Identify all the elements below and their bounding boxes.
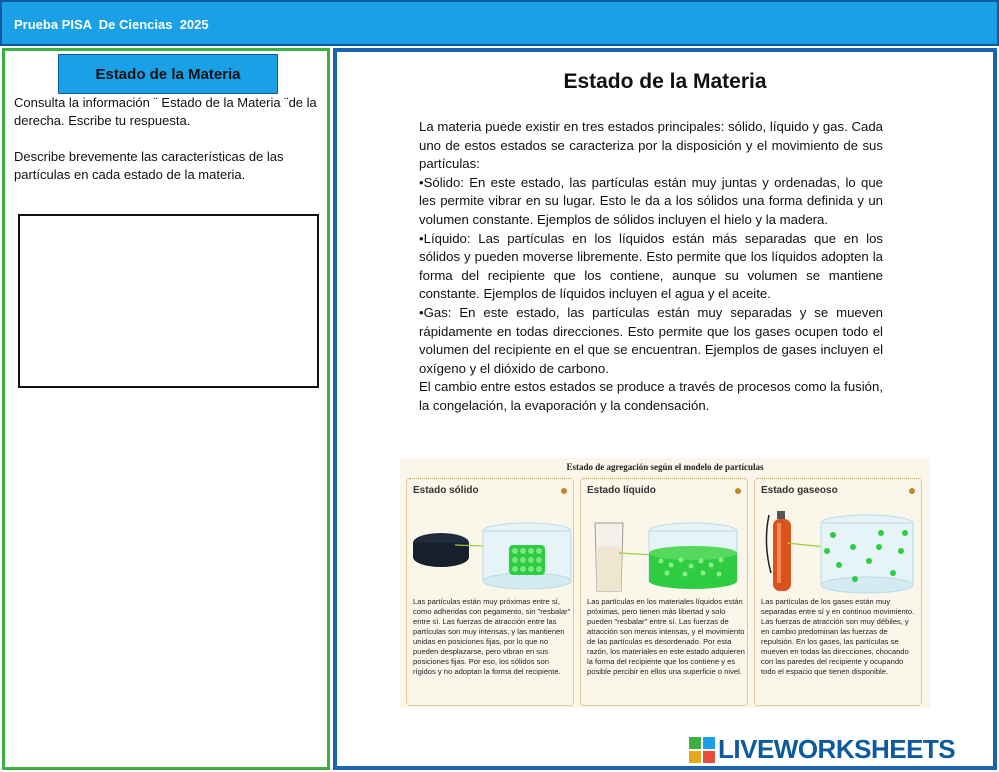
figure-column-liquid — [580, 478, 748, 706]
figure-title: Estado de agregación según el modelo de partículas — [566, 462, 764, 472]
paragraph-solid: •Sólido: En este estado, las partículas están muy juntas y ordenadas, lo que les permite vibrar en su lugar. Esto le da a los sólidos una forma definida y un volumen constante. Ejemplos de sólidos incluyen el hielo y la madera. — [419, 174, 883, 227]
instructions — [14, 94, 324, 202]
figure-text-liquid: Las partículas en los materiales líquidos están próximas, pero tienen más libertad y solo pueden "resbalar" entre sí. Las fuerzas de atracción son menos intensas, y el movimiento de las partículas es desordenado. Por esta razón, los materiales en este estado adquieren la forma del recipiente que los contiene y es posible percibir en ellos una superficie o nivel. — [587, 597, 745, 676]
instruction-consult: Consulta la información ¨ Estado de la Materia ¨de la derecha. Escribe tu respuesta. — [14, 95, 317, 128]
paragraph-changes: El cambio entre estos estados se produce a través de procesos como la fusión, la congelación, la evaporación y la condensación. — [419, 379, 884, 413]
answer-input[interactable] — [18, 214, 319, 388]
figure-label-gas: Estado gaseoso — [761, 485, 838, 496]
figure-text-solid: Las partículas están muy próximas entre sí, como adheridas con pegamento, sin "resbalar" entre sí. Las fuerzas de atracción entre las partículas son muy intensas, y las mantienen unidas en posiciones fijas, por lo que no pueden desplazarse, pero vibran en sus posiciones fijas. Por eso, los sólidos son rígidos y no adoptan la forma del recipiente. — [413, 597, 571, 676]
solid-illustration-icon — [407, 503, 575, 595]
bullet-dot-icon — [909, 488, 915, 494]
paragraph-liquid: •Líquido: Las partículas en los líquidos están más separadas que en los sólidos y pueden moverse libremente. Esto permite que los líquidos adopten la forma del recipiente que los contiene, aunque su volumen se mantiene constante. Ejemplos de líquidos incluyen el agua y el aceite. — [419, 230, 883, 302]
instruction-describe: Describe brevemente las características de las partículas en cada estado de la materia. — [14, 149, 284, 182]
figure-column-solid — [406, 478, 574, 706]
bullet-dot-icon — [561, 488, 567, 494]
figure-label-liquid: Estado líquido — [587, 485, 656, 496]
reading-panel — [333, 48, 997, 770]
bullet-dot-icon — [735, 488, 741, 494]
question-panel — [2, 48, 330, 770]
topic-title-button[interactable]: Estado de la Materia — [58, 54, 278, 94]
reading-title: Estado de la Materia — [563, 70, 767, 93]
liveworksheets-logo-icon — [689, 737, 715, 763]
gas-illustration-icon — [755, 503, 923, 595]
header-bar — [0, 0, 999, 46]
logo-text: LIVEWORKSHEETS — [718, 734, 956, 764]
header-title: Prueba PISA De Ciencias 2025 — [14, 17, 209, 32]
figure-label-solid: Estado sólido — [413, 485, 479, 496]
states-of-matter-figure — [400, 458, 930, 708]
figure-column-gas — [754, 478, 922, 706]
paragraph-gas: •Gas: En este estado, las partículas están muy separadas y se mueven rápidamente en todas direcciones. Esto permite que los gases ocupen todo el volumen del recipiente en el que se encuentran. Ejemplos de gases incluyen el oxígeno y el dióxido de carbono. — [419, 304, 883, 376]
paragraph-intro: La materia puede existir en tres estados principales: sólido, líquido y gas. Cada uno de estos estados se caracteriza por la disposición y el movimiento de sus partículas: — [419, 119, 883, 172]
figure-text-gas: Las partículas de los gases están muy separadas entre sí y en continuo movimiento. Las fuerzas de atracción son muy débiles, y en cambio predominan las fuerzas de repulsión. En los gases, las partículas se mueven en todas las direcciones, chocando con las paredes del recipiente y ocupando todo el espacio que tienen disponible. — [761, 597, 915, 676]
reading-text — [419, 118, 883, 416]
liveworksheets-logo[interactable] — [689, 734, 955, 765]
liquid-illustration-icon — [581, 503, 749, 595]
